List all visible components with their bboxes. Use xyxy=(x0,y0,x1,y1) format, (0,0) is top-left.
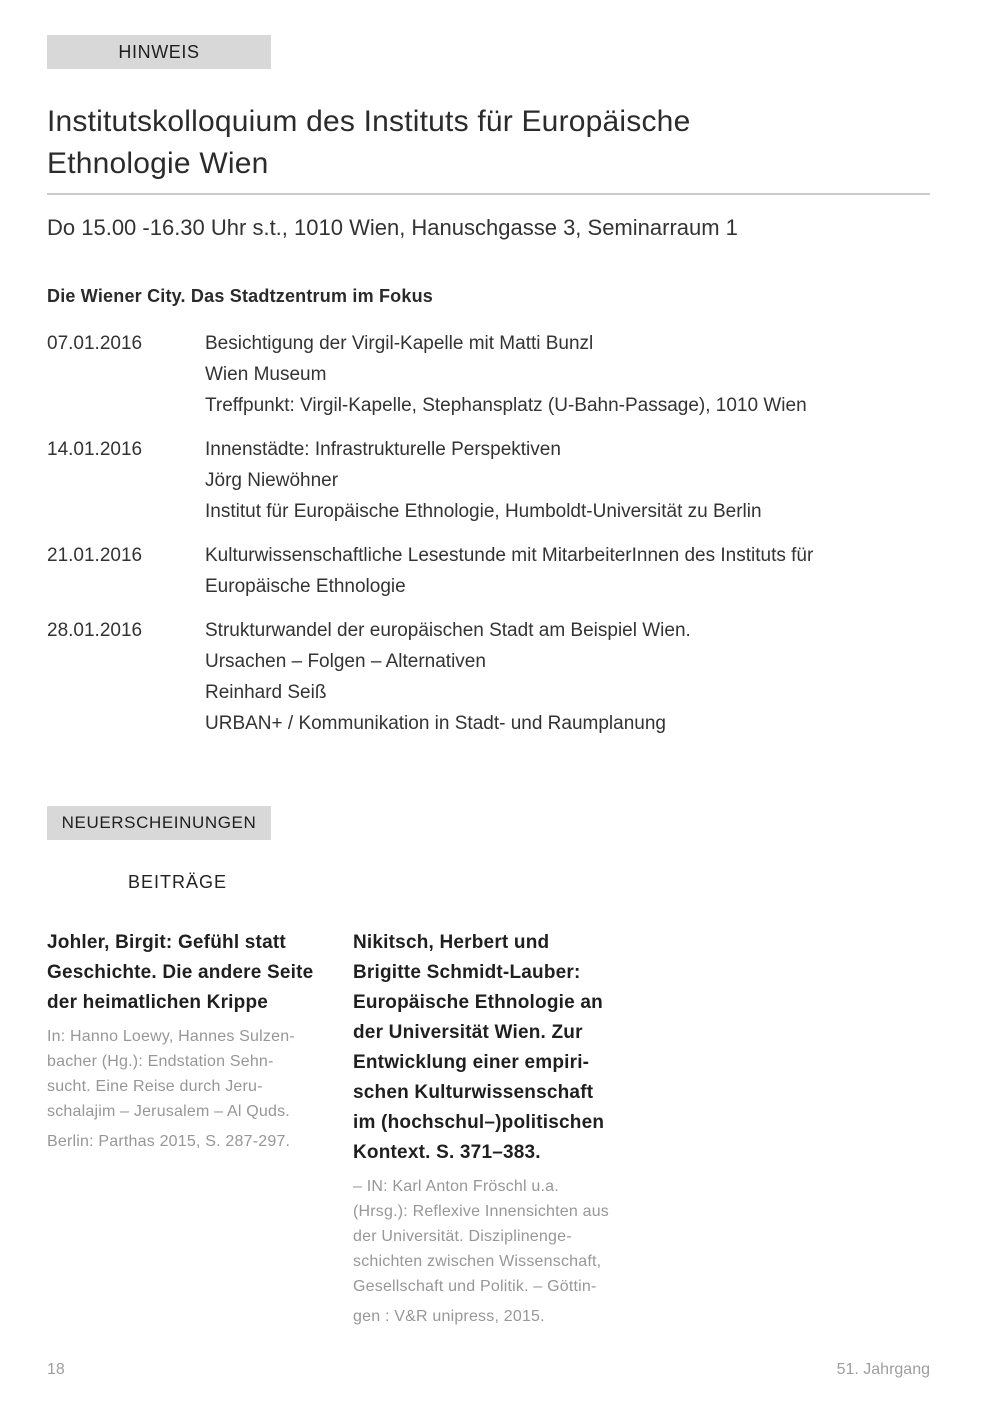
series-heading: Die Wiener City. Das Stadtzentrum im Fokus xyxy=(47,286,433,306)
event-date: 21.01.2016 xyxy=(47,545,143,566)
event-description-line: Jörg Niewöhner xyxy=(205,470,339,491)
publication-entry xyxy=(353,928,693,1329)
publication-title xyxy=(353,928,693,1168)
publication-ref-line: der Universität. Disziplinenge- xyxy=(353,1228,572,1245)
event-description-line: Kulturwissenschaftliche Lesestunde mit MitarbeiterInnen des Instituts für xyxy=(205,545,814,566)
event-description-line: Besichtigung der Virgil-Kapelle mit Matti Bunzl xyxy=(205,333,594,354)
publication-ref-line: Gesellschaft und Politik. – Göttin- xyxy=(353,1278,597,1295)
event-description xyxy=(205,540,930,602)
publication-ref-line: schalajim – Jerusalem – Al Quds. xyxy=(47,1103,290,1120)
event-description-line: Reinhard Seiß xyxy=(205,682,327,703)
schedule xyxy=(47,328,930,739)
publication-reference xyxy=(47,1024,353,1124)
publications xyxy=(47,928,930,1329)
neuerscheinungen-section-label: NEUERSCHEINUNGEN xyxy=(47,806,271,840)
event-description-line: Ursachen – Folgen – Alternativen xyxy=(205,651,486,672)
publication-ref-line: In: Hanno Loewy, Hannes Sulzen- xyxy=(47,1028,295,1045)
event-date: 28.01.2016 xyxy=(47,620,143,641)
page-number: 18 xyxy=(47,1361,65,1378)
event-date: 07.01.2016 xyxy=(47,333,143,354)
publication-title-line: im (hochschul–)politischen xyxy=(353,1112,605,1133)
beitraege-heading: BEITRÄGE xyxy=(128,872,228,892)
publication-title-line: der Universität Wien. Zur xyxy=(353,1022,583,1043)
title-divider xyxy=(47,193,930,195)
publication-title-line: Kontext. S. 371–383. xyxy=(353,1142,541,1163)
publication-ref-line: sucht. Eine Reise durch Jeru- xyxy=(47,1078,263,1095)
event-description-line: Treffpunkt: Virgil-Kapelle, Stephansplatz (U-Bahn-Passage), 1010 Wien xyxy=(205,395,807,416)
event-description xyxy=(205,328,930,421)
event-description-line: Innenstädte: Infrastrukturelle Perspektiven xyxy=(205,439,561,460)
event-description-line: Wien Museum xyxy=(205,364,327,385)
event-description-line: Europäische Ethnologie xyxy=(205,576,406,597)
volume-label: 51. Jahrgang xyxy=(836,1361,930,1378)
schedule-event xyxy=(47,434,930,527)
page-title-line2: Ethnologie Wien xyxy=(47,147,269,180)
publication-title xyxy=(47,928,353,1018)
hinweis-section-label: HINWEIS xyxy=(47,35,271,69)
publication-title-line: Nikitsch, Herbert und xyxy=(353,932,550,953)
publication-ref-line: bacher (Hg.): Endstation Sehn- xyxy=(47,1053,274,1070)
publication-reference xyxy=(353,1174,693,1299)
page-title-line1: Institutskolloquium des Instituts für Europäische xyxy=(47,105,691,138)
page-title xyxy=(47,101,930,185)
schedule-event xyxy=(47,328,930,421)
publication-title-line: Johler, Birgit: Gefühl statt xyxy=(47,932,286,953)
page-footer xyxy=(47,1360,930,1380)
publication-title-line: Europäische Ethnologie an xyxy=(353,992,603,1013)
publication-ref-line: schichten zwischen Wissenschaft, xyxy=(353,1253,602,1270)
publication-publisher: gen : V&R unipress, 2015. xyxy=(353,1308,545,1325)
schedule-event xyxy=(47,540,930,602)
event-description-line: URBAN+ / Kommunikation in Stadt- und Raumplanung xyxy=(205,713,666,734)
event-description xyxy=(205,434,930,527)
event-description-line: Strukturwandel der europäischen Stadt am Beispiel Wien. xyxy=(205,620,691,641)
publication-title-line: Brigitte Schmidt-Lauber: xyxy=(353,962,581,983)
event-date: 14.01.2016 xyxy=(47,439,143,460)
schedule-event xyxy=(47,615,930,739)
publication-title-line: Entwicklung einer empiri- xyxy=(353,1052,590,1073)
publication-title-line: Geschichte. Die andere Seite xyxy=(47,962,314,983)
publication-ref-line: – IN: Karl Anton Fröschl u.a. xyxy=(353,1178,559,1195)
publication-ref-line: (Hrsg.): Reflexive Innensichten aus xyxy=(353,1203,609,1220)
event-description xyxy=(205,615,930,739)
event-description-line: Institut für Europäische Ethnologie, Humboldt-Universität zu Berlin xyxy=(205,501,762,522)
publication-publisher: Berlin: Parthas 2015, S. 287-297. xyxy=(47,1133,291,1150)
publication-entry xyxy=(47,928,353,1329)
event-time-location: Do 15.00 -16.30 Uhr s.t., 1010 Wien, Hanuschgasse 3, Seminarraum 1 xyxy=(47,215,738,240)
publication-title-line: schen Kulturwissenschaft xyxy=(353,1082,594,1103)
publication-title-line: der heimatlichen Krippe xyxy=(47,992,269,1013)
